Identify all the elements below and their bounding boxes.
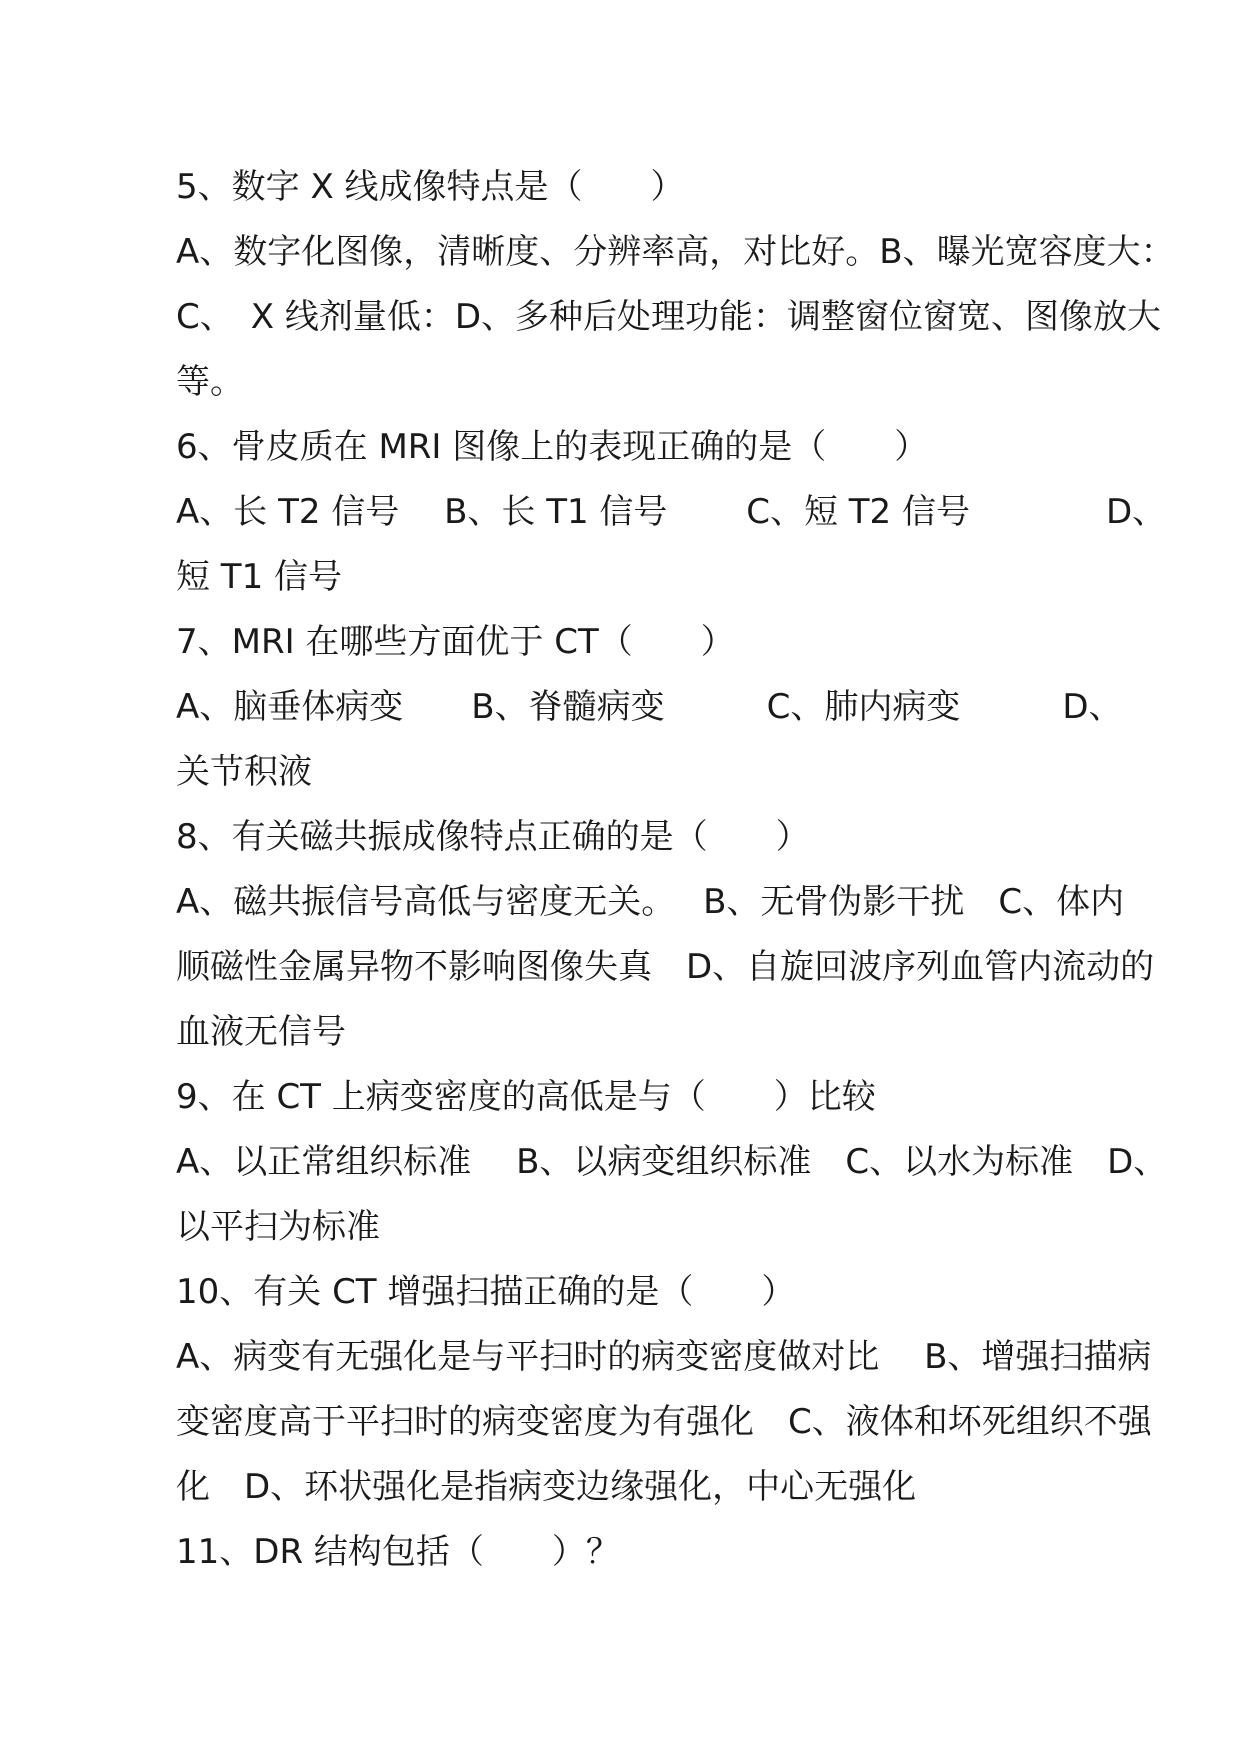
- question-10-options-line-1: A、病变有无强化是与平扫时的病变密度做对比 B、增强扫描病: [176, 1337, 1152, 1377]
- question-11-stem: 11、DR 结构包括（ ）？: [176, 1532, 620, 1572]
- question-5-options-line-2: C、 X 线剂量低：D、多种后处理功能：调整窗位窗宽、图像放大: [176, 297, 1162, 337]
- question-10-options-line-2: 变密度高于平扫时的病变密度为有强化 C、液体和坏死组织不强: [176, 1402, 1152, 1442]
- question-9-stem: 9、在 CT 上病变密度的高低是与（ ）比较: [176, 1077, 876, 1117]
- question-9-options-line-2: 以平扫为标准: [176, 1207, 380, 1247]
- question-10-options-line-3: 化 D、环状强化是指病变边缘强化，中心无强化: [176, 1467, 917, 1507]
- question-8-options-line-3: 血液无信号: [176, 1012, 346, 1052]
- question-6-options-line-2: 短 T1 信号: [176, 557, 343, 597]
- question-6-options-line-1: A、长 T2 信号 B、长 T1 信号 C、短 T2 信号 D、: [176, 492, 1167, 532]
- question-7-options-line-1: A、脑垂体病变 B、脊髓病变 C、肺内病变 D、: [176, 687, 1123, 727]
- question-5-stem: 5、数字 X 线成像特点是（ ）: [176, 167, 685, 207]
- question-5-options-line-1: A、数字化图像，清晰度、分辨率高，对比好。B、曝光宽容度大：: [176, 232, 1175, 272]
- question-8-stem: 8、有关磁共振成像特点正确的是（ ）: [176, 817, 810, 857]
- question-9-options-line-1: A、以正常组织标准 B、以病变组织标准 C、以水为标准 D、: [176, 1142, 1168, 1182]
- question-5-options-line-3: 等。: [176, 362, 244, 402]
- question-10-stem: 10、有关 CT 增强扫描正确的是（ ）: [176, 1272, 796, 1312]
- question-7-options-line-2: 关节积液: [176, 752, 312, 792]
- question-8-options-line-2: 顺磁性金属异物不影响图像失真 D、自旋回波序列血管内流动的: [176, 947, 1155, 987]
- question-text-block: [176, 155, 1175, 1585]
- question-8-options-line-1: A、磁共振信号高低与密度无关。 B、无骨伪影干扰 C、体内: [176, 882, 1125, 922]
- question-7-stem: 7、MRI 在哪些方面优于 CT（ ）: [176, 622, 735, 662]
- question-6-stem: 6、骨皮质在 MRI 图像上的表现正确的是（ ）: [176, 427, 929, 467]
